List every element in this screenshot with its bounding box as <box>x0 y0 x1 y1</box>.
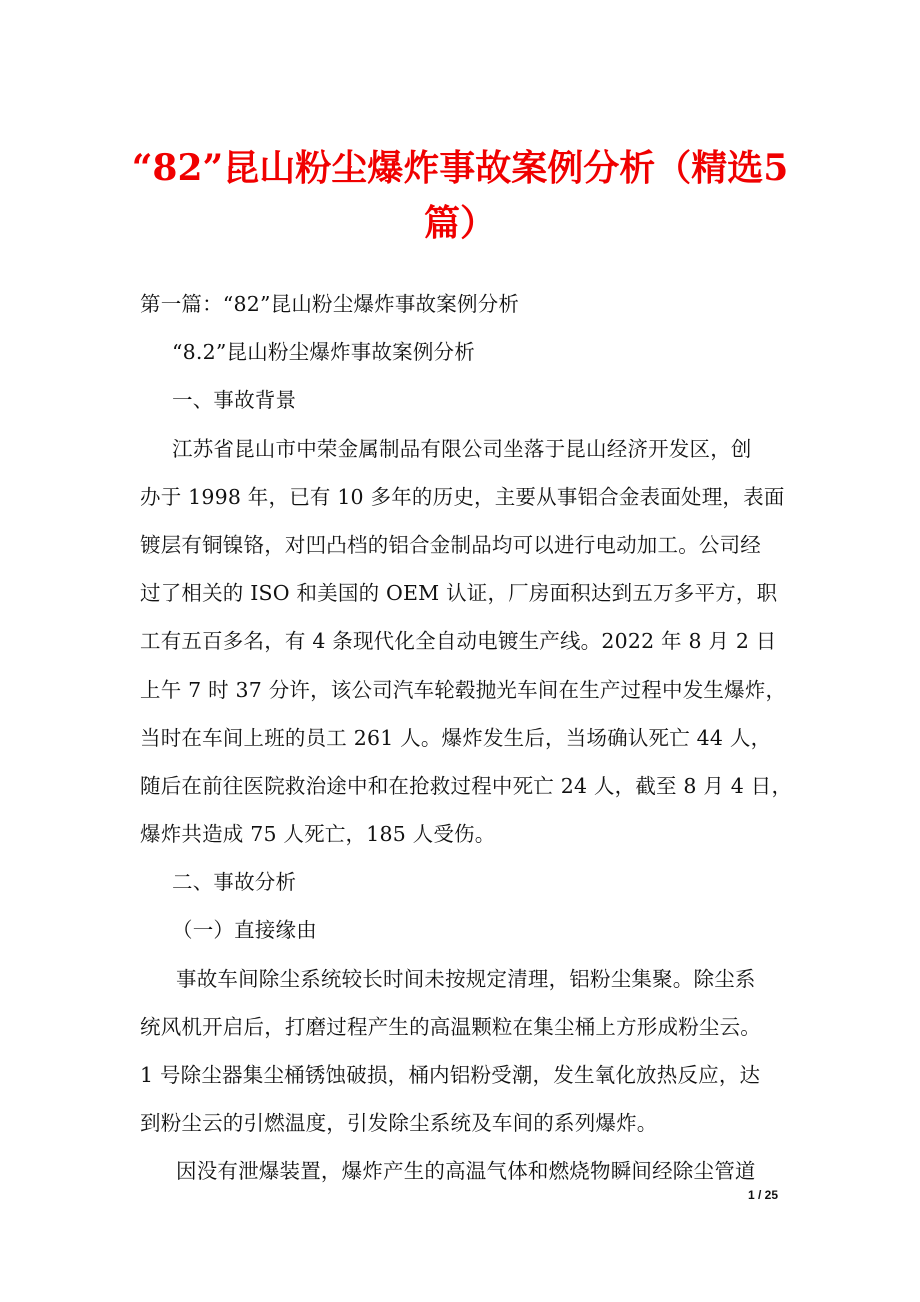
paragraph-line: 因没有泄爆装置，爆炸产生的高温气体和燃烧物瞬间经除尘管道 <box>176 1159 756 1184</box>
paragraph-line: 统风机开启后，打磨过程产生的高温颗粒在集尘桶上方形成粉尘云。 <box>140 1014 761 1039</box>
page-number: 1 / 25 <box>748 1188 779 1202</box>
paragraph-line: 过了相关的 ISO 和美国的 OEM 认证，厂房面积达到五万多平方，职 <box>140 581 778 606</box>
section-heading: 第一篇：“82”昆山粉尘爆炸事故案例分析 <box>140 292 520 316</box>
paragraph-line: 爆炸共造成 75 人死亡，185 人受伤。 <box>140 822 496 847</box>
paragraph-line: 工有五百多名，有 4 条现代化全自动电镀生产线。2022 年 8 月 2 日 <box>140 629 777 654</box>
paragraph-line: 当时在车间上班的员工 261 人。爆炸发生后，当场确认死亡 44 人， <box>140 725 772 750</box>
heading-background: 一、事故背景 <box>172 388 297 413</box>
paragraph-line: 上午 7 时 37 分许，该公司汽车轮毂抛光车间在生产过程中发生爆炸， <box>140 677 787 702</box>
heading-analysis: 二、事故分析 <box>172 870 297 895</box>
paragraph-line: 镀层有铜镍铬，对凹凸档的铝合金制品均可以进行电动加工。公司经 <box>140 532 761 557</box>
paragraph-line: 1 号除尘器集尘桶锈蚀破损，桶内铝粉受潮，发生氧化放热反应，达 <box>140 1063 761 1087</box>
document-title-line-1: “82”昆山粉尘爆炸事故案例分析（精选5 <box>131 147 789 189</box>
document-title-line-2: 篇） <box>423 202 496 244</box>
paragraph-line: 办于 1998 年，已有 10 多年的历史，主要从事铝合金表面处理，表面 <box>140 484 785 509</box>
paragraph-line: 到粉尘云的引燃温度，引发除尘系统及车间的系列爆炸。 <box>140 1111 658 1136</box>
paragraph-line: 随后在前往医院救治途中和在抢救过程中死亡 24 人，截至 8 月 4 日， <box>140 773 793 798</box>
article-title: “8.2”昆山粉尘爆炸事故案例分析 <box>172 340 475 365</box>
paragraph-line: 事故车间除尘系统较长时间未按规定清理，铝粉尘集聚。除尘系 <box>176 966 756 991</box>
paragraph-line: 江苏省昆山市中荣金属制品有限公司坐落于昆山经济开发区，创 <box>172 436 752 461</box>
subheading-direct-cause: （一）直接缘由 <box>172 918 317 943</box>
document-body <box>140 289 793 1205</box>
